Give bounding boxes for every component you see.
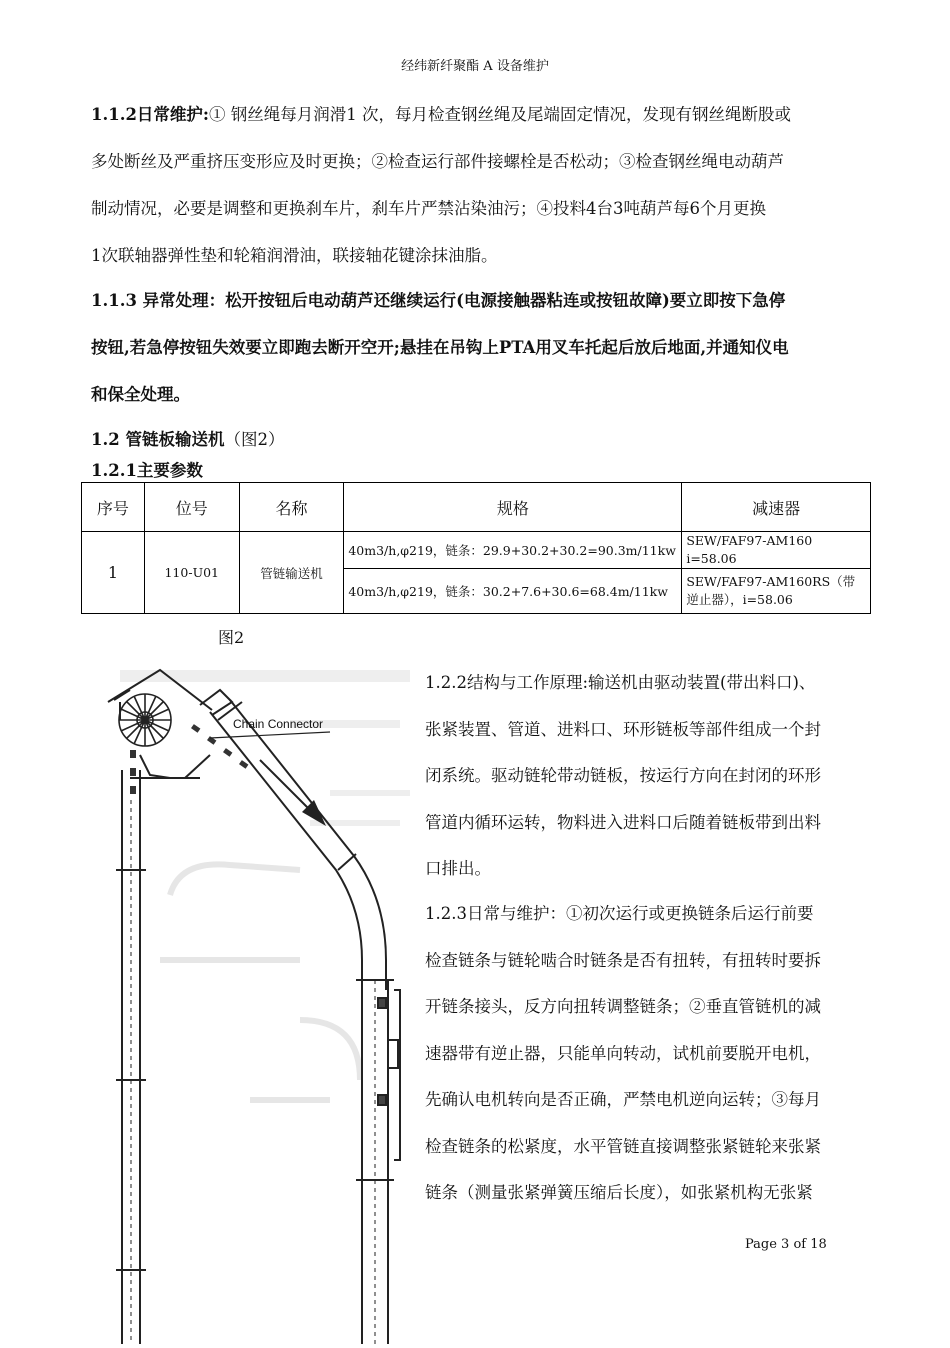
section-exception-handling [91, 277, 906, 418]
paragraph-line: 闭系统。驱动链轮带动链板，按运行方向在封闭的环形 [425, 766, 821, 785]
paragraph-line: 1.1.3 异常处理：松开按钮后电动葫芦还继续运行(电源接触器粘连或按钮故障)要立即按下急停 [91, 291, 786, 310]
paragraph-line: 检查链条的松紧度，水平管链直接调整张紧链轮来张紧 [425, 1136, 821, 1156]
paragraph-line: 制动情况，必要是调整和更换刹车片，刹车片严禁沾染油污；④投料4台3吨葫芦每6个月更换 [91, 199, 766, 218]
page-header: 经纬新纤聚酯 A 设备维护 [401, 59, 549, 74]
paragraph-line: 多处断丝及严重挤压变形应及时更换；②检查运行部件接螺栓是否松动；③检查钢丝绳电动葫芦 [91, 152, 784, 171]
paragraph-line: 和保全处理。 [91, 385, 190, 404]
row-number: 1 [82, 532, 145, 614]
section-daily-maintenance [91, 91, 906, 279]
section-structure-principle [425, 660, 895, 893]
page-number: Page 3 of 18 [745, 1237, 827, 1252]
conveyor-diagram [100, 660, 412, 1344]
paragraph-line: 检查链条与链轮啮合时链条是否有扭转，有扭转时要拆 [425, 950, 821, 970]
heading-text: 1.2 管链板输送机 [91, 430, 225, 449]
spec-cell: 40m3/h,φ219，链条：29.9+30.2+30.2=90.3m/11kw [344, 532, 682, 569]
paragraph-text: ① 钢丝绳每月润滑1 次，每月检查钢丝绳及尾端固定情况，发现有钢丝绳断股或 [209, 105, 792, 124]
paragraph-line: 先确认电机转向是否正确，严禁电机逆向运转；③每月 [425, 1090, 821, 1109]
paragraph-line: 1次联轴器弹性垫和轮箱润滑油，联接轴花键涂抹油脂。 [91, 246, 498, 265]
row-tag: 110-U01 [144, 532, 239, 614]
paragraph-line [91, 91, 906, 138]
paragraph-line: 1.2.3日常与维护：①初次运行或更换链条后运行前要 [425, 904, 814, 923]
paragraph-line: 速器带有逆止器，只能单向转动，试机前要脱开电机， [425, 1043, 821, 1063]
table-row [82, 532, 871, 569]
reducer-cell: SEW/FAF97-AM160RS（带逆止器），i=58.06 [682, 569, 871, 614]
section-heading-121: 1.2.1主要参数 [91, 461, 203, 480]
table-header-row [82, 483, 871, 532]
figure-reference: （图2） [224, 430, 285, 449]
section-label: 1.1.2日常维护: [91, 105, 210, 124]
paragraph-line: 链条（测量张紧弹簧压缩后长度），如张紧机构无张紧 [425, 1183, 813, 1202]
section-heading-12 [91, 426, 284, 450]
paragraph-line: 1.2.2结构与工作原理:输送机由驱动装置(带出料口)、 [425, 673, 816, 692]
spec-cell: 40m3/h,φ219，链条：30.2+7.6+30.6=68.4m/11kw [344, 569, 682, 614]
table-header-cell: 名称 [239, 483, 344, 532]
paragraph-line: 口排出。 [425, 859, 491, 878]
paragraph-line: 开链条接头，反方向扭转调整链条；②垂直管链机的减 [425, 997, 821, 1016]
paragraph-line: 按钮,若急停按钮失效要立即跑去断开空开;悬挂在吊钩上PTA用叉车托起后放后地面,并通知仪电 [91, 338, 789, 357]
reducer-cell: SEW/FAF97-AM160 i=58.06 [682, 532, 871, 569]
figure-caption: 图2 [218, 628, 245, 647]
table-header-cell: 序号 [82, 483, 145, 532]
conveyor-figure [100, 660, 412, 1344]
paragraph-line: 管道内循环运转，物料进入进料口后随着链板带到出料 [425, 812, 821, 832]
row-name: 管链输送机 [239, 532, 344, 614]
section-routine-maintenance [425, 891, 895, 1217]
parameters-table [81, 482, 871, 614]
table-header-cell: 位号 [144, 483, 239, 532]
table-header-cell: 规格 [344, 483, 682, 532]
figure-annotation: Chain Connector [233, 717, 324, 731]
paragraph-line: 张紧装置、管道、进料口、环形链板等部件组成一个封 [425, 719, 821, 739]
table-header-cell: 减速器 [682, 483, 871, 532]
